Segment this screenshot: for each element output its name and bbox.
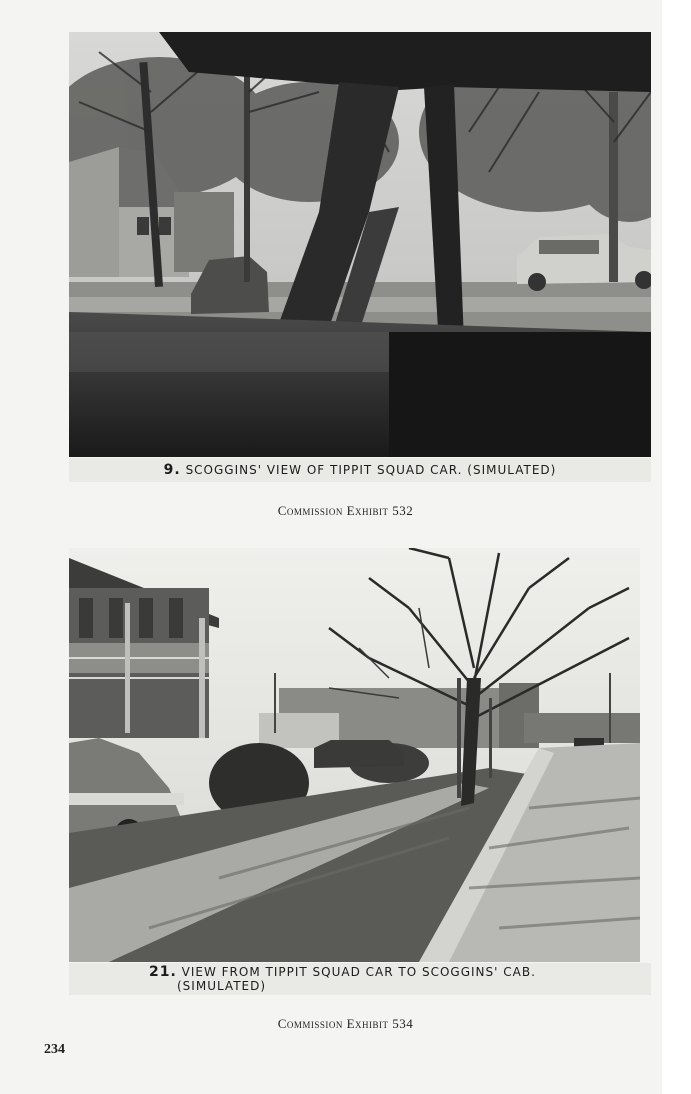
page-number: 234 — [44, 1042, 65, 1057]
photo-squad-car-view-image — [69, 548, 640, 962]
photo-squad-car-view — [69, 548, 640, 962]
photo-scoggins-view-image — [69, 32, 651, 457]
caption-figure-21-text — [149, 965, 589, 993]
page-edge — [662, 0, 691, 1094]
photo-scoggins-view — [69, 32, 651, 457]
figure-caption-line-1: VIEW FROM TIPPIT SQUAD CAR TO SCOGGINS' CAB. — [181, 965, 536, 979]
exhibit-label: Commission Exhibit 534 — [277, 1016, 414, 1031]
figure-number: 9. — [163, 462, 181, 478]
exhibit-label: Commission Exhibit 532 — [277, 503, 414, 518]
figure-caption-line-2: (SIMULATED) — [177, 979, 267, 993]
figure-caption: SCOGGINS' VIEW OF TIPPIT SQUAD CAR. (SIMULATED) — [185, 463, 557, 477]
caption-figure-21 — [69, 963, 651, 995]
figure-number: 21. — [149, 964, 177, 980]
caption-figure-9 — [69, 458, 651, 482]
